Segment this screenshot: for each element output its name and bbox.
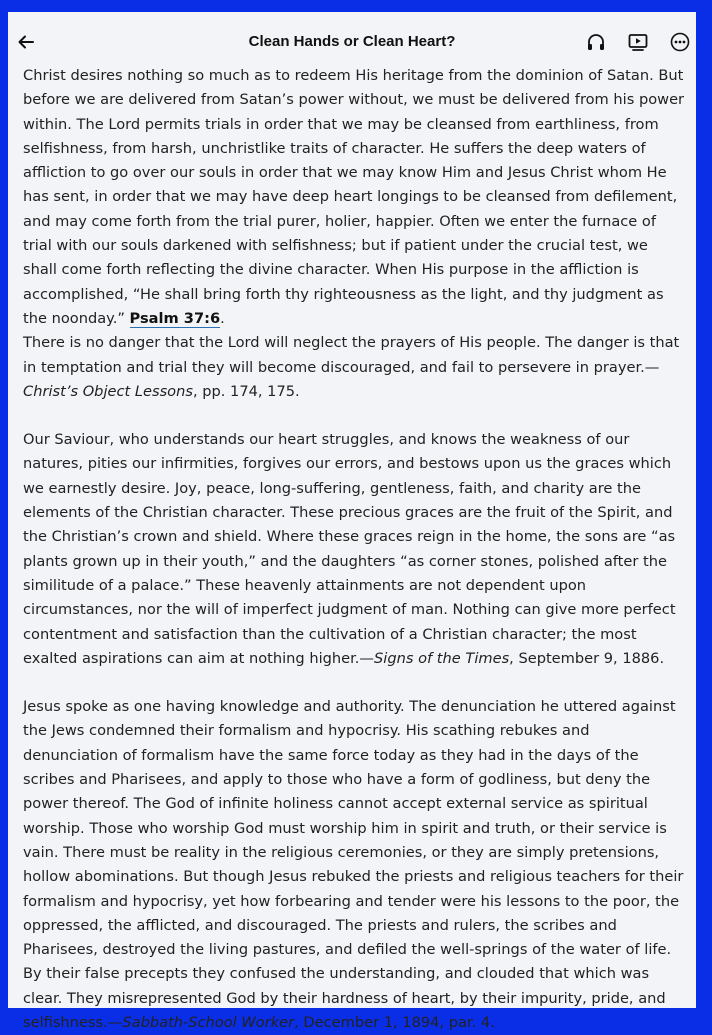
source-title: Signs of the Times <box>374 649 510 667</box>
header-actions <box>584 30 692 54</box>
source-citation: , December 1, 1894, par. 4. <box>294 1013 495 1031</box>
listen-button[interactable] <box>584 30 608 54</box>
paragraph-2 <box>23 331 686 404</box>
paragraph-3 <box>23 428 686 671</box>
paragraph-1 <box>23 64 686 331</box>
scripture-reference-link[interactable]: Psalm 37:6 <box>129 309 221 327</box>
paragraph-text: There is no danger that the Lord will neglect the prayers of His people. The danger is that in temptation and trial they will become discouraged, and fail to persevere in prayer.— <box>23 334 680 376</box>
top-bar <box>8 12 696 72</box>
headphones-icon <box>585 31 607 53</box>
more-button[interactable] <box>668 30 692 54</box>
page-title: Clean Hands or Clean Heart? <box>248 33 456 50</box>
paragraph-text: . <box>220 309 225 327</box>
source-title: Christ’s Object Lessons <box>23 382 193 400</box>
reading-content <box>23 64 686 1035</box>
play-video-icon <box>627 31 649 53</box>
source-citation: , September 9, 1886. <box>509 649 665 667</box>
paragraph-4 <box>23 695 686 1035</box>
reader-window <box>8 12 696 1031</box>
paragraph-text: Our Saviour, who understands our heart struggles, and knows the weakness of our natures, pities our infirmities, forgives our errors, and bestows upon us the graces which we earnestly desire. Joy, peace, long-suffering, gentleness, faith, and charity are the elements of the Christian character. These precious graces are the fruit of the Spirit, and the Christian’s crown and shield. Where these graces reign in the home, the sons are “as plants grown up in their youth,” and the daughters “as corner stones, polished after the similitude of a palace.” These heavenly attainments are not dependent upon circumstances, nor the will of imperfect judgment of man. Nothing can give more perfect contentment and satisfaction than the cultivation of a Christian character; the most exalted aspirations can aim at nothing higher.— <box>23 431 676 667</box>
source-citation: , pp. 174, 175. <box>192 382 300 400</box>
paragraph-text: Christ desires nothing so much as to redeem His heritage from the dominion of Satan. But before we are delivered from Satan’s power without, we must be delivered from his power within. The Lord permits trials in order that we may be cleansed from earthliness, from selfishness, from harsh, unchristlike traits of character. He suffers the deep waters of affliction to go over our souls in order that we may know Him and Jesus Christ whom He has sent, in order that we may have deep heart longings to be cleansed from defilement, and may come forth from the trial purer, holier, happier. Often we enter the furnace of trial with our souls darkened with selfishness; but if patient under the crucial test, we shall come forth reflecting the divine character. When His purpose in the affliction is accomplished, “He shall bring forth thy righteousness as the light, and thy judgment as the noonday.” <box>23 67 685 327</box>
more-icon <box>669 31 691 53</box>
source-title: Sabbath-School Worker <box>122 1013 295 1031</box>
present-button[interactable] <box>626 30 650 54</box>
paragraph-text: Jesus spoke as one having knowledge and authority. The denunciation he uttered against the Jews condemned their formalism and hypocrisy. His scathing rebukes and denunciation of formalism have the same force today as they had in the days of the scribes and Pharisees, and apply to those who have a form of godliness, but deny the power thereof. The God of infinite holiness cannot accept external service as spiritual worship. Those who worship God must worship him in spirit and truth, or their service is vain. There must be reality in the religious ceremonies, or they are simply pretensions, hollow abominations. But though Jesus rebuked the priests and religious teachers for their formalism and hypocrisy, yet how forbearing and tender were his lessons to the poor, the oppressed, the afflicted, and discouraged. The priests and rulers, the scribes and Pharisees, destroyed the living pastures, and defiled the well-springs of the water of life. By their false precepts they confused the understanding, and clouded that which was clear. They misrepresented God by their hardness of heart, by their impurity, pride, and selfishness.— <box>23 698 684 1031</box>
